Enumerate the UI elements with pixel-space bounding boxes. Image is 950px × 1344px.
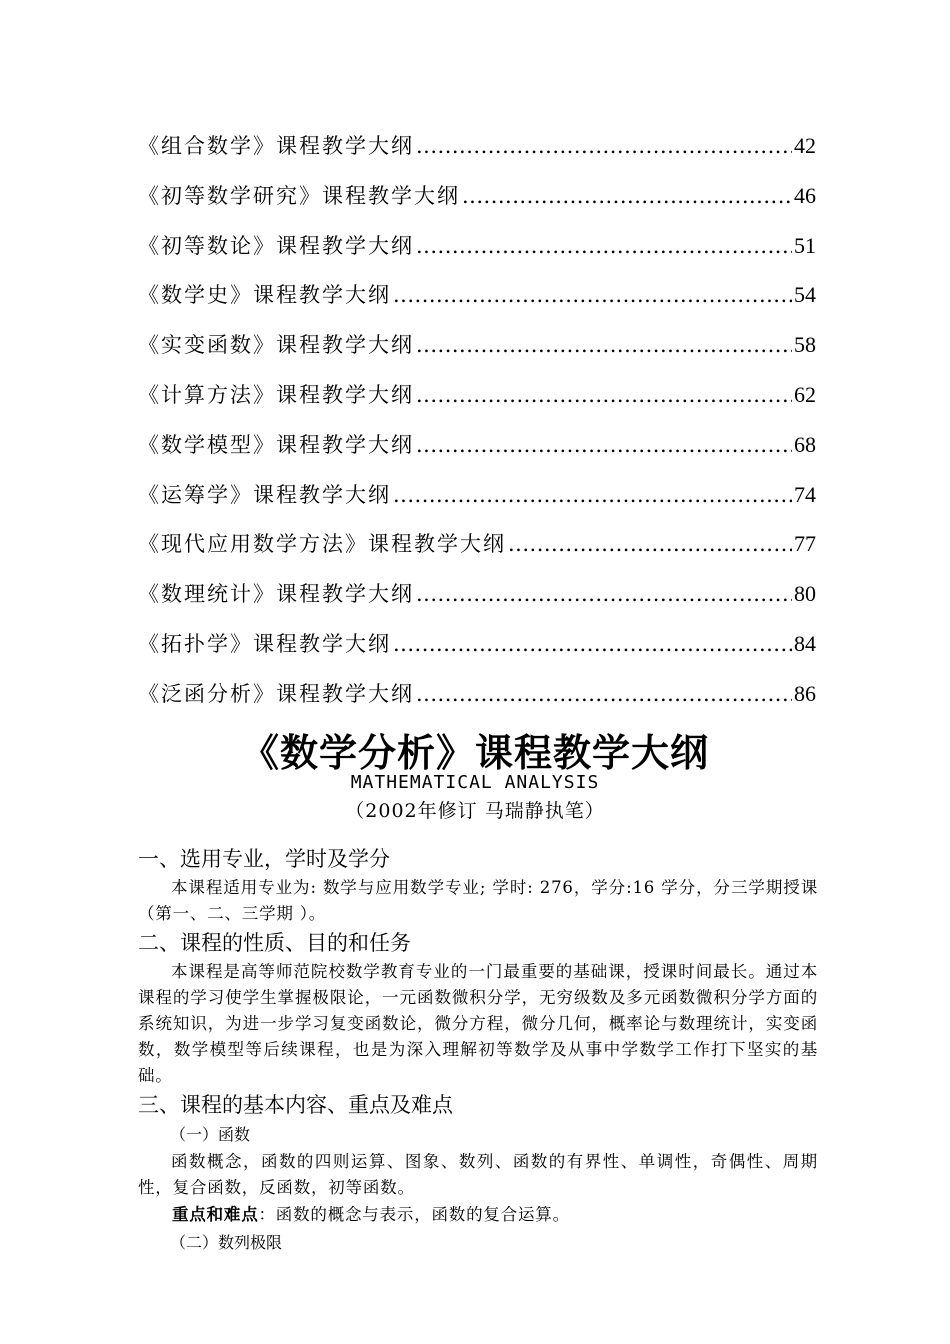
toc-leader-dots <box>393 483 792 507</box>
subsection-heading: （二）数列极限 <box>170 1233 283 1252</box>
toc-entry[interactable] <box>138 578 816 628</box>
toc-leader-dots <box>416 333 792 357</box>
section-heading: 一、选用专业，学时及学分 <box>138 847 390 871</box>
toc-leader-dots <box>393 632 792 656</box>
toc-entry-page: 86 <box>794 680 816 706</box>
toc-entry[interactable] <box>138 528 816 578</box>
keypoint-paragraph <box>172 1201 818 1229</box>
toc-entry[interactable] <box>138 230 816 280</box>
section-paragraph: 本课程适用专业为: 数学与应用数学专业; 学时: 276，学分:16 学分，分三学期授课（第一、二、三学期 ）。 <box>138 878 818 923</box>
toc-entry-title: 《组合数学》课程教学大纲 <box>138 134 414 158</box>
toc-entry-title: 《泛函分析》课程教学大纲 <box>138 681 414 706</box>
toc-leader-dots <box>416 682 792 706</box>
toc-entry[interactable] <box>138 479 816 529</box>
toc-leader-dots <box>416 433 792 457</box>
keypoint-text: ：函数的概念与表示，函数的复合运算。 <box>258 1205 570 1224</box>
toc-entry[interactable] <box>138 379 816 429</box>
toc-entry[interactable] <box>138 180 816 230</box>
toc-entry-title: 《实变函数》课程教学大纲 <box>138 333 414 358</box>
toc-entry[interactable] <box>138 279 816 329</box>
toc-entry-page: 51 <box>794 232 816 258</box>
toc-entry-page: 80 <box>794 581 816 607</box>
toc-entry-title: 《拓扑学》课程教学大纲 <box>138 631 391 656</box>
toc-entry[interactable] <box>138 628 816 678</box>
toc-leader-dots <box>393 283 792 307</box>
toc-entry-page: 68 <box>794 431 816 457</box>
toc-entry[interactable] <box>138 329 816 379</box>
toc-entry-page: 62 <box>794 381 816 407</box>
toc-entry-title: 《初等数学研究》课程教学大纲 <box>138 183 460 208</box>
keypoint-label: 重点和难点 <box>172 1205 259 1224</box>
toc-entry-title: 《计算方法》课程教学大纲 <box>138 382 414 407</box>
toc-entry[interactable] <box>138 130 816 180</box>
subsection-heading: （一）函数 <box>170 1125 251 1144</box>
section-heading: 二、课程的性质、目的和任务 <box>138 931 411 955</box>
document-title: 《数学分析》课程教学大纲 <box>240 731 709 775</box>
table-of-contents <box>138 130 816 728</box>
toc-entry-title: 《运筹学》课程教学大纲 <box>138 482 391 507</box>
toc-entry-page: 58 <box>794 332 816 358</box>
section-paragraph: 本课程是高等师范院校数学教育专业的一门最重要的基础课，授课时间最长。通过本课程的学习使学生掌握极限论，一元函数微积分学，无穷级数及多元函数微积分学方面的系统知识，为进一步学习复变函数论，微分方程，微分几何，概率论与数理统计，实变函数，数学模型等后续课程，也是为深入理解初等数学及从事中学数学工作打下坚实的基础。 <box>138 962 818 1085</box>
toc-entry[interactable] <box>138 429 816 479</box>
document-revision-note: （2002年修订 马瑞静执笔） <box>345 800 605 822</box>
toc-leader-dots <box>416 582 792 606</box>
toc-entry-title: 《初等数论》课程教学大纲 <box>138 233 414 258</box>
toc-leader-dots <box>416 383 792 407</box>
section-heading: 三、课程的基本内容、重点及难点 <box>138 1093 453 1117</box>
toc-entry-page: 42 <box>794 133 816 158</box>
toc-entry-title: 《数学史》课程教学大纲 <box>138 283 391 308</box>
toc-leader-dots <box>462 184 792 208</box>
toc-entry-page: 54 <box>794 282 816 308</box>
toc-entry-title: 《数理统计》课程教学大纲 <box>138 582 414 607</box>
toc-entry-title: 《现代应用数学方法》课程教学大纲 <box>138 532 506 557</box>
document-body <box>138 843 818 1257</box>
toc-leader-dots <box>416 134 792 158</box>
toc-entry-title: 《数学模型》课程教学大纲 <box>138 432 414 457</box>
toc-entry[interactable] <box>138 678 816 728</box>
section-paragraph: 函数概念，函数的四则运算、图象、数列、函数的有界性、单调性，奇偶性、周期性，复合函数，反函数，初等函数。 <box>138 1152 818 1197</box>
toc-entry-page: 77 <box>794 531 816 557</box>
toc-leader-dots <box>508 532 792 556</box>
toc-entry-page: 74 <box>794 481 816 507</box>
toc-entry-page: 84 <box>794 630 816 656</box>
toc-entry-page: 46 <box>794 182 816 208</box>
document-subtitle: MATHEMATICAL ANALYSIS <box>350 772 600 793</box>
toc-leader-dots <box>416 234 792 258</box>
